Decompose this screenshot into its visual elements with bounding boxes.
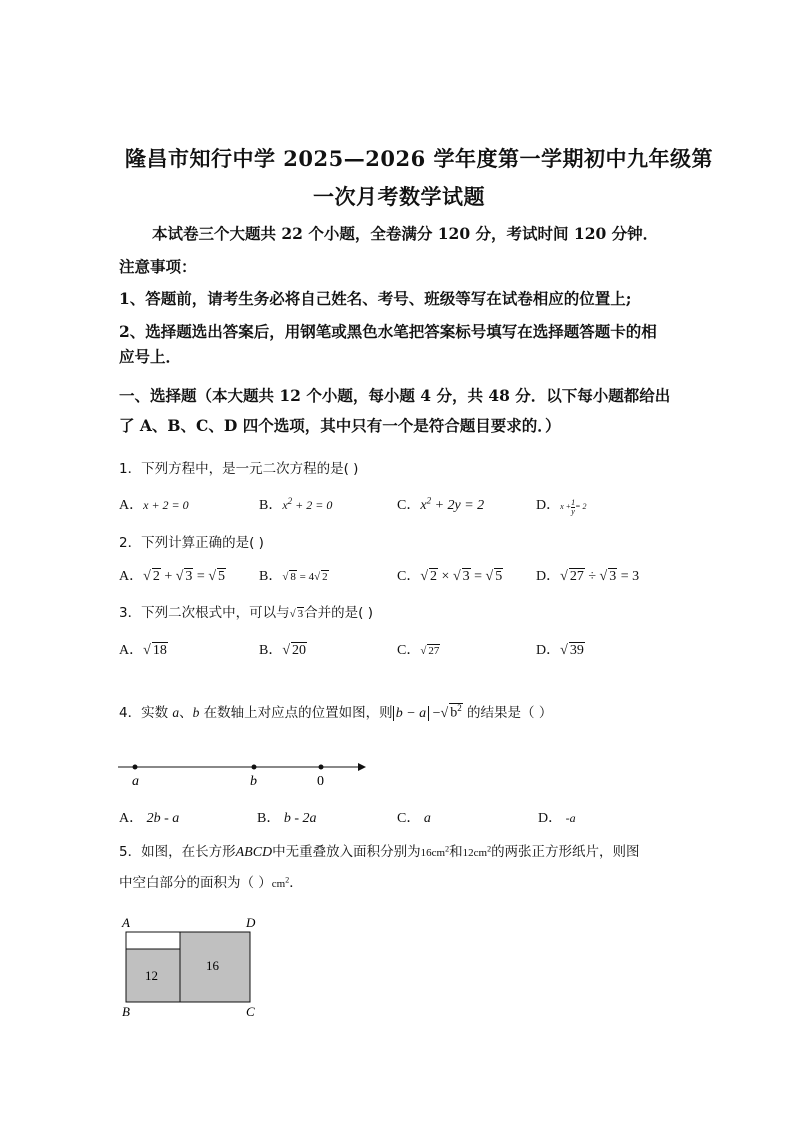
q1-d-pre: x + (560, 502, 572, 511)
axis-label-a: a (132, 774, 139, 789)
exam-title-line1: 隆昌市知行中学 2025—2026 学年度第一学期初中九年级第 (125, 146, 714, 171)
q1-c-rest: + 2y = 2 (431, 498, 485, 513)
q5-line1-mid: 中无重叠放入面积分别为 (272, 844, 421, 860)
radicand: 2 (152, 569, 160, 584)
q1-d-den: y (571, 506, 575, 516)
axis-label-b: b (250, 774, 257, 789)
var-a: a (172, 705, 180, 720)
section1-header-line2: 了 A、B、C、D 四个选项，其中只有一个是符合题目要求的．） (119, 416, 561, 435)
q2-option-b: B．√ 8 = 4√ 2 (259, 569, 328, 584)
radicand: 27 (569, 569, 584, 584)
option-label: B． (257, 811, 281, 826)
option-label: A． (119, 569, 144, 584)
q5-line1-pre: 5．如图，在长方形 (119, 844, 236, 860)
axis-label-zero: 0 (317, 774, 324, 789)
q4-option-c (397, 807, 431, 827)
var-b: b (192, 705, 200, 720)
q1-c-base: x (420, 498, 427, 513)
exam-intro: 本试卷三个大题共 22 个小题，全卷满分 120 分，考试时间 120 分钟． (152, 224, 659, 243)
q4-stem-post: 的结果是（ ） (462, 705, 553, 721)
blank-region (126, 932, 180, 949)
corner-b: B (122, 1004, 130, 1019)
exam-title-line2: 一次月考数学试题 (313, 184, 485, 209)
q4-d-expr: -a (565, 811, 576, 825)
q3-option-b: B．√ 20 (259, 643, 307, 658)
option-label: A． (119, 811, 144, 826)
rad-base: b (450, 706, 458, 721)
q4-b-expr: b - 2a (283, 811, 317, 826)
q2-stem: 2．下列计算正确的是( ) (119, 535, 264, 551)
corner-c: C (246, 1004, 255, 1019)
q5-line2-pre: 中空白部分的面积为（ ） (119, 875, 272, 891)
q1-option-b (259, 494, 332, 514)
q4-option-d (538, 807, 576, 827)
q1-option-d (536, 494, 586, 516)
radicand: 18 (152, 643, 167, 658)
separator: 、 (179, 705, 193, 721)
q1-a-expr: x + 2 = 0 (143, 498, 189, 512)
number-line (118, 755, 368, 791)
q4-stem-pre: 4．实数 (119, 705, 173, 721)
rect-name: ABCD (235, 845, 273, 860)
radicand (449, 703, 463, 721)
area1: 16cm (420, 847, 446, 859)
operator: − (432, 706, 441, 721)
q1-d-num: 1 (571, 497, 576, 507)
q3-option-d: D．√ 39 (536, 643, 584, 658)
option-label: C． (397, 811, 421, 826)
operator: = (193, 569, 209, 584)
q4-a-expr: 2b - a (146, 811, 180, 826)
option-label: A． (119, 643, 144, 658)
q2-option-d: D．√ 27 ÷ √ 3 = 3 (536, 569, 640, 584)
operator: = 4 (296, 571, 315, 583)
q1-option-a (119, 494, 189, 514)
option-label: C． (397, 643, 421, 658)
q3-option-c: C．√ 27 (397, 643, 440, 658)
abs-expr: b − a (393, 706, 429, 721)
rectangle-figure (115, 913, 265, 1023)
radicand: 3 (609, 569, 617, 584)
radicand: 2 (322, 571, 328, 583)
q1-c-exp: 2 (426, 495, 432, 506)
operator: ÷ (584, 569, 600, 584)
unit-exp: 2 (285, 875, 290, 885)
notes-item-1: 1、答题前，请考生务必将自己姓名、考号、班级等写在试卷相应的位置上; (119, 289, 632, 308)
option-label: A． (119, 498, 144, 513)
radicand: 3 (297, 608, 304, 620)
q2-option-c: C．√ 2 × √ 3 = √ 5 (397, 569, 503, 584)
area2: 12cm (462, 847, 488, 859)
area2-exp: 2 (487, 844, 492, 854)
option-label: B． (259, 498, 283, 513)
q3-option-a: A．√ 18 (119, 643, 167, 658)
option-label: D． (538, 811, 563, 826)
q1-d-post: = 2 (575, 502, 587, 511)
number-line-arrow (358, 763, 366, 771)
q1-option-c (397, 494, 484, 514)
q1-b-base: x (282, 498, 288, 512)
point-zero (319, 765, 324, 770)
q4-stem-mid: 在数轴上对应点的位置如图，则 (199, 705, 393, 721)
q4-option-a (119, 807, 179, 827)
unit: cm (271, 878, 286, 890)
corner-d: D (246, 915, 256, 930)
q1-b-exp: 2 (287, 496, 293, 506)
operator: = (470, 569, 486, 584)
q5-line1-post: 的两张正方形纸片，则图 (491, 844, 640, 860)
notes-item-2-line2: 应号上． (119, 347, 182, 366)
corner-a: A (122, 915, 130, 930)
radicand: 3 (185, 569, 193, 584)
q4-stem: 4．实数 a、b 在数轴上对应点的位置如图，则 b − a −√ $b^2$ 的结果是（ ） (119, 703, 553, 721)
option-label: C． (397, 569, 421, 584)
radicand: 3 (462, 569, 470, 584)
radicand: 27 (428, 645, 440, 657)
q5-line2-post: ． (289, 875, 303, 891)
q1-stem: 1．下列方程中，是一元二次方程的是( ) (119, 461, 359, 477)
point-b (252, 765, 257, 770)
operator: = 3 (617, 569, 640, 584)
radicand: 20 (292, 643, 307, 658)
q5-stem-line1 (119, 840, 640, 861)
q3-stem-pre: 3．下列二次根式中，可以与 (119, 605, 290, 621)
section1-header-line1: 一、选择题（本大题共 12 个小题，每小题 4 分，共 48 分．以下每小题都给出 (119, 386, 671, 405)
radicand: 8 (290, 571, 296, 583)
notes-heading: 注意事项： (119, 257, 197, 276)
q3-stem-post: 合并的是( ) (304, 605, 373, 621)
option-label: B． (259, 569, 283, 584)
point-a (133, 765, 138, 770)
q4-option-b (257, 807, 317, 827)
radicand: 5 (495, 569, 503, 584)
radicand: 5 (218, 569, 225, 584)
q5-stem-line2 (119, 871, 303, 891)
option-label: D． (536, 569, 561, 584)
square-small-label: 12 (145, 968, 158, 983)
q5-and: 和 (449, 844, 463, 860)
notes-item-2-line1: 2、选择题选出答案后，用钢笔或黑色水笔把答案标号填写在选择题答题卡的相 (119, 322, 657, 341)
operator: + (160, 569, 176, 584)
radicand: 39 (569, 643, 584, 658)
rad-exp: 2 (457, 703, 462, 714)
square-large-label: 16 (206, 958, 219, 973)
option-label: D． (536, 498, 561, 513)
area1-exp: 2 (445, 844, 450, 854)
option-label: B． (259, 643, 283, 658)
q4-c-expr: a (423, 811, 431, 826)
q2-option-a: A．√ 2 + √ 3 = √ 5 (119, 569, 225, 584)
option-label: C． (397, 498, 421, 513)
q3-stem: 3．下列二次根式中，可以与√ 3合并的是( ) (119, 605, 373, 621)
option-label: D． (536, 643, 561, 658)
radicand: 2 (430, 569, 438, 584)
q1-b-rest: + 2 = 0 (292, 498, 333, 512)
operator: × (438, 569, 453, 584)
